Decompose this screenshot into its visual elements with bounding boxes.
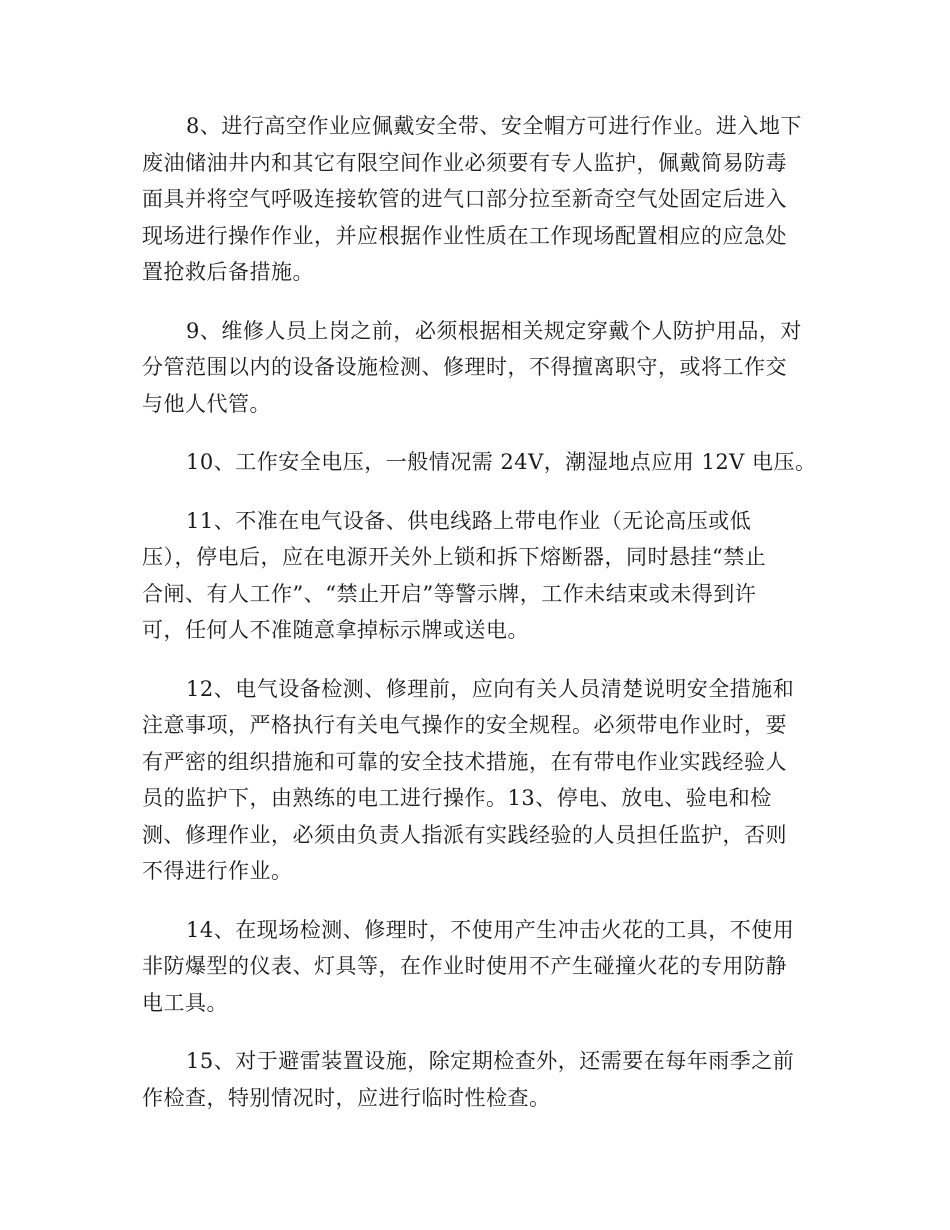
paragraph-line: 现场进行操作作业，并应根据作业性质在工作现场配置相应的应急处: [142, 223, 787, 248]
paragraph-line: 电工具。: [142, 990, 228, 1015]
paragraph-line: 分管范围以内的设备设施检测、修理时，不得擅离职守，或将工作交: [142, 355, 787, 379]
paragraph-line: 测、修理作业，必须由负责人指派有实践经验的人员担任监护，否则: [142, 822, 787, 847]
paragraph-line: 非防爆型的仪表、灯具等，在作业时使用不产生碰撞火花的专用防静: [142, 954, 787, 978]
paragraph-line: 合闸、有人工作”、“禁止开启”等警示牌，工作未结束或未得到许: [142, 581, 757, 606]
paragraph-12: [142, 671, 802, 890]
paragraph-line: 废油储油井内和其它有限空间作业必须要有专人监护，佩戴简易防毒: [142, 150, 787, 175]
paragraph-line: 8、进行高空作业应佩戴安全带、安全帽方可进行作业。进入地下: [186, 114, 802, 138]
paragraph-line: 面具并将空气呼吸连接软管的进气口部分拉至新奇空气处固定后进入: [142, 187, 787, 211]
paragraph-line: 可，任何人不准随意拿掉标示牌或送电。: [142, 618, 529, 642]
paragraph-10: [142, 444, 817, 481]
paragraph-line: 9、维修人员上岗之前，必须根据相关规定穿戴个人防护用品，对: [186, 318, 802, 343]
paragraph-line: 注意事项，严格执行有关电气操作的安全规程。必须带电作业时，要: [142, 713, 787, 737]
paragraph-line: 11、不准在电气设备、供电线路上带电作业（无论高压或低: [186, 508, 752, 533]
paragraph-8: [142, 108, 802, 291]
paragraph-9: [142, 313, 802, 423]
paragraph-line: 员的监护下，由熟练的电工进行操作。13、停电、放电、验电和检: [142, 786, 772, 810]
paragraph-line: 置抢救后备措施。: [142, 260, 314, 284]
paragraph-line: 15、对于避雷装置设施，除定期检查外，还需要在每年雨季之前: [186, 1049, 795, 1073]
paragraph-14: [142, 912, 802, 1022]
paragraph-line: 12、电气设备检测、修理前，应向有关人员清楚说明安全措施和: [186, 676, 795, 701]
paragraph-11: [142, 503, 802, 649]
paragraph-line: 10、工作安全电压，一般情况需 24V，潮湿地点应用 12V 电压。: [186, 450, 817, 474]
document-body: [142, 108, 817, 1138]
paragraph-line: 有严密的组织措施和可靠的安全技术措施，在有带电作业实践经验人: [142, 749, 787, 774]
paragraph-line: 14、在现场检测、修理时，不使用产生冲击火花的工具，不使用: [186, 917, 795, 942]
paragraph-15: [142, 1043, 802, 1116]
paragraph-line: 不得进行作业。: [142, 859, 293, 883]
paragraph-line: 与他人代管。: [142, 391, 271, 416]
paragraph-line: 作检查，特别情况时，应进行临时性检查。: [142, 1085, 551, 1110]
paragraph-line: 压），停电后，应在电源开关外上锁和拆下熔断器，同时悬挂“禁止: [142, 545, 767, 569]
